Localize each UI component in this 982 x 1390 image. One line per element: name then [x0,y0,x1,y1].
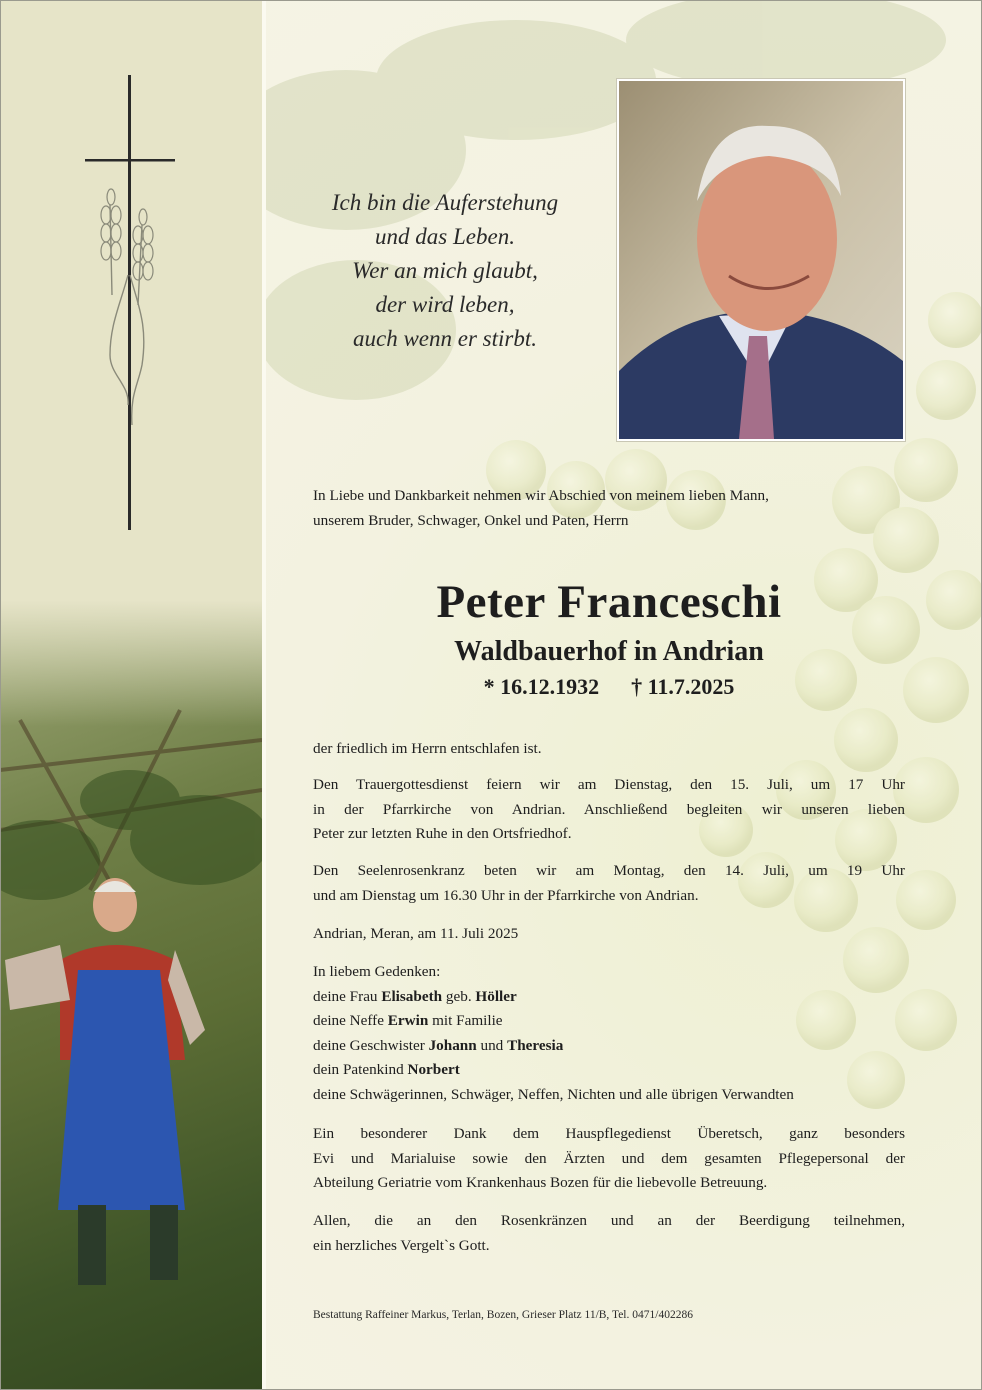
mourner-nephew [313,1009,905,1034]
portrait-illustration [619,81,903,439]
mourner-wife [313,985,905,1010]
life-dates [313,673,905,701]
rosary-paragraph [313,859,905,908]
verse-line: auch wenn er stirbt. [353,326,537,351]
closing-line: Allen, die an den Rosenkränzen und an der Beerdigung teilnehmen, [313,1212,905,1229]
verse-line: und das Leben. [375,224,515,249]
farmer-photo [0,600,262,1390]
birth-date: * 16.12.1932 [483,674,600,699]
closing-line: ein herzliches Vergelt`s Gott. [313,1236,490,1254]
funeral-paragraph [313,773,905,847]
thanks-paragraph [313,1122,905,1196]
funeral-line: Den Trauergottesdienst feiern wir am Dienstag, den 15. Juli, um 17 Uhr [313,776,905,793]
mourner-text: deine Neffe [313,1012,388,1029]
portrait-photo [617,79,905,441]
mourner-name: Theresia [507,1036,564,1054]
farmer-illustration [0,600,262,1390]
mourner-text: mit Familie [428,1012,503,1029]
verse-line: der wird leben, [375,292,515,317]
rosary-line: und am Dienstag um 16.30 Uhr in der Pfarrkirche von Andrian. [313,886,699,904]
peaceful-text [313,737,905,762]
deceased-farm: Waldbauerhof in Andrian [454,636,764,667]
place-date [313,922,905,947]
verse-line: Wer an mich glaubt, [352,258,538,283]
mourner-text: geb. [442,987,476,1005]
intro-text [313,483,905,533]
deceased-name: Peter Franceschi [436,576,782,628]
mourner-name: Höller [475,987,517,1005]
funeral-line: Peter zur letzten Ruhe in den Ortsfriedhof. [313,825,572,842]
bible-verse [300,186,590,356]
mourner-name: Johann [428,1036,477,1054]
peaceful-line: der friedlich im Herrn entschlafen ist. [313,740,542,757]
mourner-text: und [476,1036,508,1054]
funeral-home-footer: Bestattung Raffeiner Markus, Terlan, Bozen, Grieser Platz 11/B, Tel. 0471/402286 [313,1309,693,1321]
intro-line: In Liebe und Dankbarkeit nehmen wir Abschied von meinem lieben Mann, [313,487,769,504]
mourner-others: deine Schwägerinnen, Schwäger, Neffen, Nichten und alle übrigen Verwandten [313,1085,794,1103]
mourner-name: Elisabeth [381,987,443,1005]
mourner-text: deine Geschwister [313,1036,429,1054]
death-date: † 11.7.2025 [631,674,735,699]
mourners-heading: In liebem Gedenken: [313,963,441,980]
mourner-text: dein Patenkind [313,1061,408,1078]
mourner-name: Erwin [387,1012,429,1029]
verse-line: Ich bin die Auferstehung [331,190,559,215]
mourner-siblings [313,1034,905,1059]
mourner-godchild [313,1058,905,1083]
thanks-line: Ein besonderer Dank dem Hauspflegedienst Überetsch, ganz besonders [313,1125,905,1142]
funeral-line: in der Pfarrkirche von Andrian. Anschließend begleiten wir unseren lieben [313,800,905,818]
place-date-line: Andrian, Meran, am 11. Juli 2025 [313,925,519,942]
intro-line: unserem Bruder, Schwager, Onkel und Paten, Herrn [313,512,629,529]
thanks-line: Abteilung Geriatrie vom Krankenhaus Bozen für die liebevolle Betreuung. [313,1174,768,1191]
rosary-line: Den Seelenrosenkranz beten wir am Montag, den 14. Juli, um 19 Uhr [313,862,905,879]
mourner-text: deine Frau [313,987,382,1005]
column-separator [262,0,266,1390]
mourner-name: Norbert [407,1061,460,1078]
mourners-list [313,960,905,1107]
cross-with-wheat-icon [80,75,180,535]
left-panel [0,0,262,1390]
thanks-line: Evi und Marialuise sowie den Ärzten und dem gesamten Pflegepersonal der [313,1149,905,1167]
closing-paragraph [313,1209,905,1258]
